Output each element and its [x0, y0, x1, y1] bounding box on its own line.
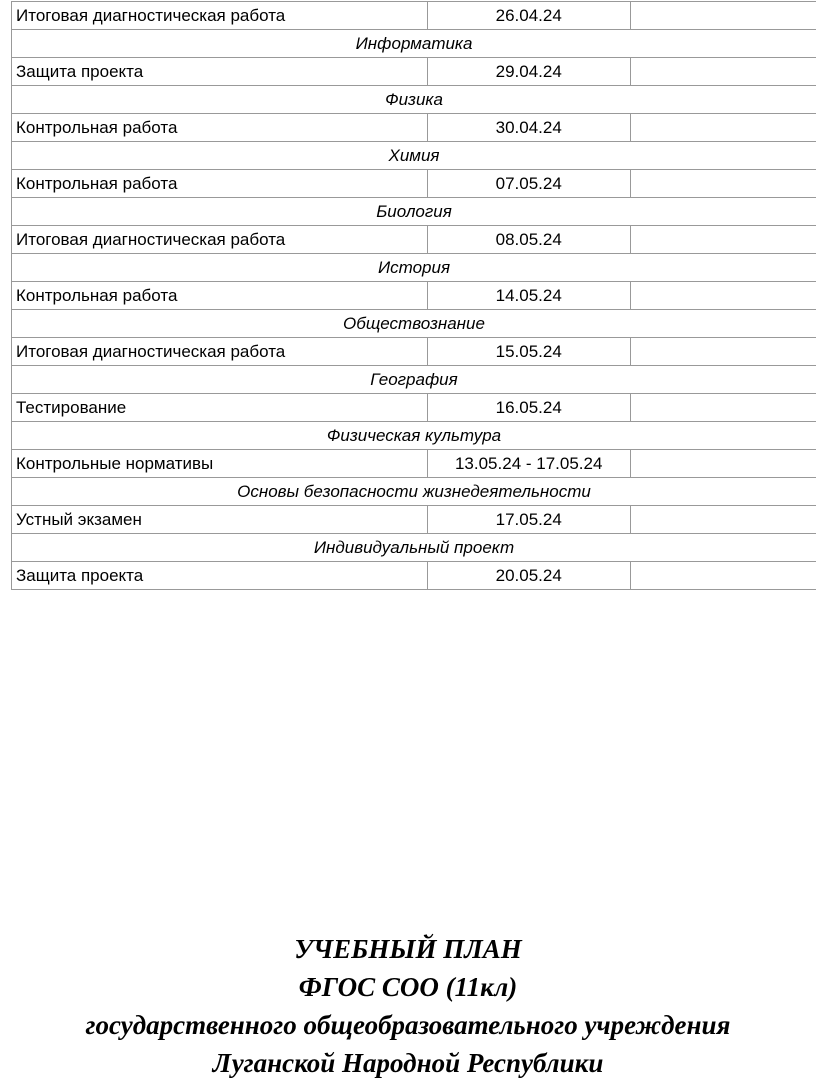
empty-cell	[630, 2, 816, 30]
subject-header-row	[12, 366, 816, 394]
empty-cell	[630, 226, 816, 254]
subject-label: Индивидуальный проект	[12, 534, 816, 562]
subject-label: История	[12, 254, 816, 282]
subject-label: Физика	[12, 86, 816, 114]
empty-cell	[630, 114, 816, 142]
assessment-date-cell: 14.05.24	[427, 282, 630, 310]
table-row	[12, 506, 816, 534]
title-line-2: ФГОС СОО (11кл)	[298, 972, 518, 1002]
assessment-type-cell: Итоговая диагностическая работа	[12, 338, 428, 366]
table-row	[12, 170, 816, 198]
subject-label: Обществознание	[12, 310, 816, 338]
assessment-date-cell: 20.05.24	[427, 562, 630, 590]
title-line-3: государственного общеобразовательного учреждения	[85, 1010, 731, 1040]
title-line-1: УЧЕБНЫЙ ПЛАН	[294, 934, 522, 964]
assessment-date-cell: 08.05.24	[427, 226, 630, 254]
table-row	[12, 2, 816, 30]
subject-header-row	[12, 478, 816, 506]
table-row	[12, 394, 816, 422]
assessment-type-cell: Тестирование	[12, 394, 428, 422]
assessment-type-cell: Контрольная работа	[12, 114, 428, 142]
subject-label: География	[12, 366, 816, 394]
assessment-type-cell: Итоговая диагностическая работа	[12, 226, 428, 254]
empty-cell	[630, 338, 816, 366]
assessment-date-cell: 16.05.24	[427, 394, 630, 422]
subject-header-row	[12, 30, 816, 58]
assessment-date-cell: 17.05.24	[427, 506, 630, 534]
assessment-type-cell: Контрольная работа	[12, 170, 428, 198]
assessment-type-cell: Устный экзамен	[12, 506, 428, 534]
table-row	[12, 338, 816, 366]
table-row	[12, 114, 816, 142]
curriculum-title	[0, 930, 816, 1082]
empty-cell	[630, 562, 816, 590]
subject-header-row	[12, 142, 816, 170]
subject-label: Физическая культура	[12, 422, 816, 450]
subject-label: Основы безопасности жизнедеятельности	[12, 478, 816, 506]
assessment-type-cell: Итоговая диагностическая работа	[12, 2, 428, 30]
subject-header-row	[12, 422, 816, 450]
empty-cell	[630, 170, 816, 198]
empty-cell	[630, 58, 816, 86]
subject-label: Информатика	[12, 30, 816, 58]
assessment-date-cell: 15.05.24	[427, 338, 630, 366]
assessment-date-cell: 07.05.24	[427, 170, 630, 198]
subject-header-row	[12, 86, 816, 114]
subject-label: Химия	[12, 142, 816, 170]
table-row	[12, 562, 816, 590]
empty-cell	[630, 394, 816, 422]
assessment-type-cell: Контрольная работа	[12, 282, 428, 310]
empty-cell	[630, 506, 816, 534]
assessment-type-cell: Контрольные нормативы	[12, 450, 428, 478]
assessment-date-cell: 30.04.24	[427, 114, 630, 142]
assessment-date-cell: 26.04.24	[427, 2, 630, 30]
assessment-date-cell: 13.05.24 - 17.05.24	[427, 450, 630, 478]
title-line-4: Луганской Народной Республики	[212, 1048, 604, 1078]
table-row	[12, 450, 816, 478]
subject-header-row	[12, 254, 816, 282]
table-row	[12, 282, 816, 310]
empty-cell	[630, 282, 816, 310]
table-row	[12, 58, 816, 86]
table-body	[12, 2, 816, 590]
empty-cell	[630, 450, 816, 478]
assessment-type-cell: Защита проекта	[12, 58, 428, 86]
table-row	[12, 226, 816, 254]
assessment-schedule-table	[11, 1, 816, 590]
subject-label: Биология	[12, 198, 816, 226]
subject-header-row	[12, 534, 816, 562]
subject-header-row	[12, 310, 816, 338]
assessment-date-cell: 29.04.24	[427, 58, 630, 86]
subject-header-row	[12, 198, 816, 226]
assessment-type-cell: Защита проекта	[12, 562, 428, 590]
